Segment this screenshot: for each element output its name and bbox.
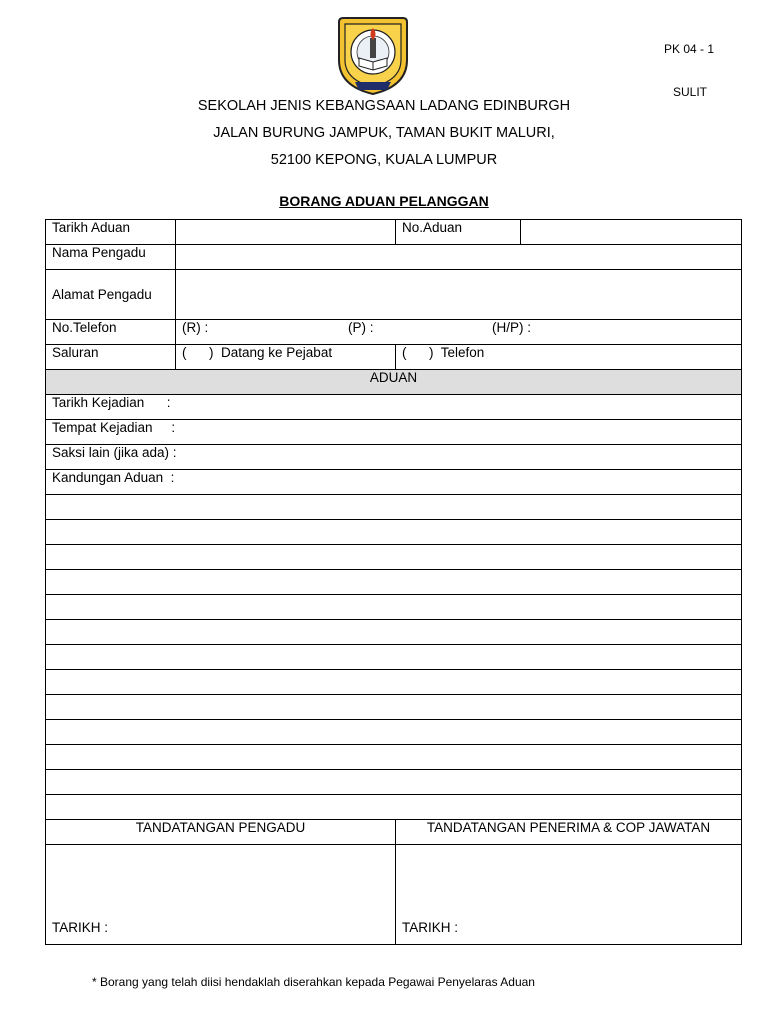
- input-alamat-pengadu[interactable]: [176, 270, 742, 320]
- input-tarikh-aduan[interactable]: [176, 220, 396, 245]
- field-tempat-kejadian[interactable]: Tempat Kejadian :: [46, 420, 742, 445]
- complaint-line-input[interactable]: [46, 595, 742, 620]
- label-no-aduan: No.Aduan: [396, 220, 521, 245]
- complaint-line-input[interactable]: [46, 720, 742, 745]
- complaint-line: [46, 570, 742, 595]
- checkbox-datang-ke-pejabat[interactable]: ( ) Datang ke Pejabat: [176, 345, 396, 370]
- complaint-line: [46, 795, 742, 820]
- footer-note: * Borang yang telah diisi hendaklah diserahkan kepada Pegawai Penyelaras Aduan: [92, 975, 535, 989]
- school-crest-logo: [335, 16, 411, 96]
- field-tarikh-penerima[interactable]: TARIKH :: [396, 920, 742, 945]
- complaint-line: [46, 645, 742, 670]
- label-tel-r: (R) :: [182, 320, 209, 335]
- row-tarikh-kejadian: [46, 395, 742, 420]
- row-saluran: [46, 345, 742, 370]
- row-no-telefon: [46, 320, 742, 345]
- row-signature-headers: [46, 820, 742, 845]
- signature-box-penerima[interactable]: [396, 845, 742, 921]
- label-no-telefon: No.Telefon: [46, 320, 176, 345]
- form-title: BORANG ADUAN PELANGGAN: [279, 193, 489, 209]
- row-aduan-header: [46, 370, 742, 395]
- label-tandatangan-penerima: TANDATANGAN PENERIMA & COP JAWATAN: [396, 820, 742, 845]
- complaint-line-input[interactable]: [46, 745, 742, 770]
- row-signature-boxes: [46, 845, 742, 921]
- complaint-line-input[interactable]: [46, 620, 742, 645]
- field-saksi-lain[interactable]: Saksi lain (jika ada) :: [46, 445, 742, 470]
- address-line-1: JALAN BURUNG JAMPUK, TAMAN BUKIT MALURI,: [213, 125, 555, 141]
- complaint-line: [46, 745, 742, 770]
- label-nama-pengadu: Nama Pengadu: [46, 245, 176, 270]
- complaint-line: [46, 545, 742, 570]
- complaint-line-input[interactable]: [46, 770, 742, 795]
- label-alamat-pengadu: Alamat Pengadu: [46, 270, 176, 320]
- row-tarikh-aduan: [46, 220, 742, 245]
- input-no-aduan[interactable]: [521, 220, 742, 245]
- complaint-line-input[interactable]: [46, 545, 742, 570]
- complaint-line-input[interactable]: [46, 570, 742, 595]
- row-alamat-pengadu: [46, 270, 742, 320]
- complaint-line-input[interactable]: [46, 645, 742, 670]
- form-code: PK 04 - 1: [664, 42, 715, 56]
- field-tarikh-pengadu[interactable]: TARIKH :: [46, 920, 396, 945]
- label-saluran: Saluran: [46, 345, 176, 370]
- complaint-line: [46, 770, 742, 795]
- complaint-line-input[interactable]: [46, 670, 742, 695]
- complaint-line: [46, 670, 742, 695]
- complaint-line: [46, 495, 742, 520]
- row-tempat-kejadian: [46, 420, 742, 445]
- classification-label: SULIT: [673, 85, 708, 99]
- complaint-line: [46, 520, 742, 545]
- input-no-telefon[interactable]: [176, 320, 742, 345]
- field-tarikh-kejadian[interactable]: Tarikh Kejadian :: [46, 395, 742, 420]
- complaint-line: [46, 595, 742, 620]
- complaint-line-input[interactable]: [46, 495, 742, 520]
- complaint-line: [46, 695, 742, 720]
- row-kandungan-aduan: [46, 470, 742, 495]
- field-kandungan-aduan[interactable]: Kandungan Aduan :: [46, 470, 742, 495]
- complaint-line-input[interactable]: [46, 695, 742, 720]
- signature-box-pengadu[interactable]: [46, 845, 396, 921]
- complaint-line-input[interactable]: [46, 795, 742, 820]
- row-saksi-lain: [46, 445, 742, 470]
- label-tel-hp: (H/P) :: [492, 320, 531, 335]
- row-nama-pengadu: [46, 245, 742, 270]
- label-tel-p: (P) :: [348, 320, 374, 335]
- complaint-line: [46, 620, 742, 645]
- label-tandatangan-pengadu: TANDATANGAN PENGADU: [46, 820, 396, 845]
- input-nama-pengadu[interactable]: [176, 245, 742, 270]
- complaint-line: [46, 720, 742, 745]
- school-name: SEKOLAH JENIS KEBANGSAAN LADANG EDINBURGH: [197, 98, 571, 114]
- address-line-2: 52100 KEPONG, KUALA LUMPUR: [270, 152, 498, 168]
- section-title-aduan: ADUAN: [46, 370, 742, 395]
- checkbox-telefon[interactable]: ( ) Telefon: [396, 345, 742, 370]
- complaint-line-input[interactable]: [46, 520, 742, 545]
- row-signature-dates: [46, 920, 742, 945]
- label-tarikh-aduan: Tarikh Aduan: [46, 220, 176, 245]
- complaint-form-table: [45, 219, 742, 945]
